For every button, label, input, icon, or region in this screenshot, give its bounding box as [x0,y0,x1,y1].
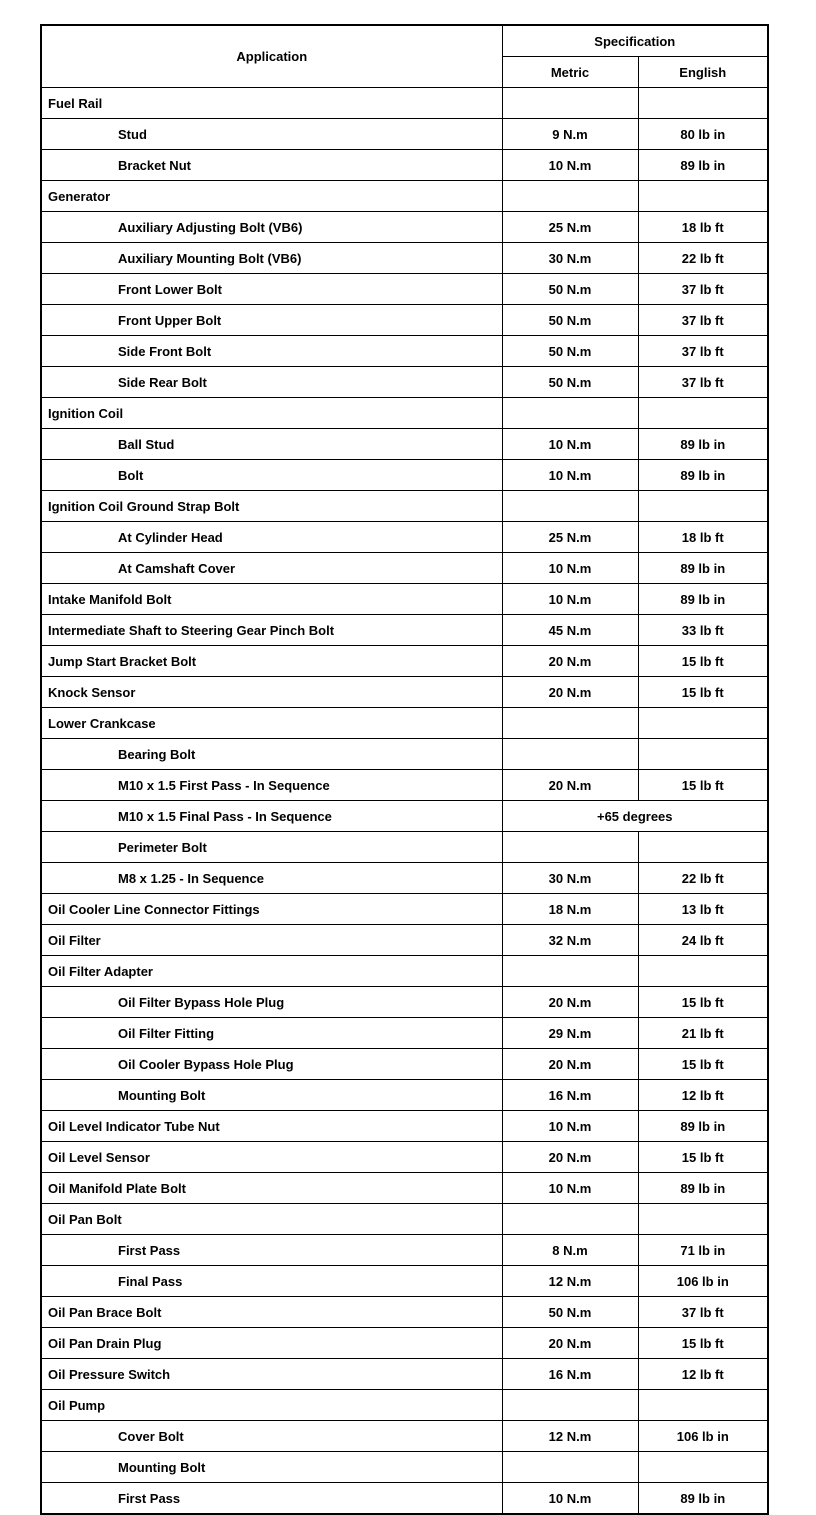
table-row [41,150,768,181]
cell-application: Oil Filter Fitting [41,1018,502,1049]
table-header-row-1 [41,25,768,57]
cell-metric: 20 N.m [502,1049,638,1080]
cell-english [638,708,768,739]
cell-metric [502,1390,638,1421]
cell-application: Stud [41,119,502,150]
table-row [41,1080,768,1111]
column-header-english: English [638,57,768,88]
cell-english: 21 lb ft [638,1018,768,1049]
cell-english [638,1204,768,1235]
table-row [41,1359,768,1390]
cell-application: Side Front Bolt [41,336,502,367]
cell-english: 15 lb ft [638,1328,768,1359]
cell-english: 15 lb ft [638,770,768,801]
cell-application: Cover Bolt [41,1421,502,1452]
cell-metric: 30 N.m [502,243,638,274]
cell-english: 18 lb ft [638,522,768,553]
table-row [41,739,768,770]
cell-english: 37 lb ft [638,1297,768,1328]
cell-metric: 10 N.m [502,584,638,615]
cell-metric: 8 N.m [502,1235,638,1266]
cell-metric: 20 N.m [502,770,638,801]
column-header-application: Application [41,25,502,88]
table-row [41,1297,768,1328]
cell-english [638,491,768,522]
cell-metric: 32 N.m [502,925,638,956]
cell-english: 37 lb ft [638,336,768,367]
cell-metric: 50 N.m [502,1297,638,1328]
cell-english: 37 lb ft [638,274,768,305]
cell-english [638,88,768,119]
table-row [41,1049,768,1080]
table-row [41,212,768,243]
cell-english: 13 lb ft [638,894,768,925]
cell-application: Ball Stud [41,429,502,460]
cell-metric: 16 N.m [502,1359,638,1390]
cell-english: 15 lb ft [638,1049,768,1080]
cell-english: 22 lb ft [638,243,768,274]
cell-metric: 25 N.m [502,522,638,553]
torque-specification-table [40,24,769,1515]
cell-metric [502,739,638,770]
torque-specification-table-wrapper [40,24,767,1515]
table-row [41,1204,768,1235]
cell-metric [502,832,638,863]
table-row [41,1111,768,1142]
table-row [41,398,768,429]
cell-metric: 18 N.m [502,894,638,925]
cell-metric [502,491,638,522]
cell-metric: 10 N.m [502,429,638,460]
cell-application: Bearing Bolt [41,739,502,770]
cell-metric: 30 N.m [502,863,638,894]
table-row [41,1142,768,1173]
cell-english: 89 lb in [638,1483,768,1515]
cell-english: 106 lb in [638,1421,768,1452]
cell-application: Perimeter Bolt [41,832,502,863]
table-row [41,1452,768,1483]
cell-application: Oil Manifold Plate Bolt [41,1173,502,1204]
table-row [41,956,768,987]
cell-metric: 9 N.m [502,119,638,150]
cell-metric: 20 N.m [502,1328,638,1359]
table-row [41,1235,768,1266]
cell-english: 89 lb in [638,460,768,491]
cell-english: 12 lb ft [638,1080,768,1111]
cell-application: Oil Pan Drain Plug [41,1328,502,1359]
cell-application: Oil Pump [41,1390,502,1421]
cell-metric: 10 N.m [502,460,638,491]
cell-english: 22 lb ft [638,863,768,894]
table-row [41,832,768,863]
cell-application: Intake Manifold Bolt [41,584,502,615]
cell-application: Oil Cooler Bypass Hole Plug [41,1049,502,1080]
table-row [41,336,768,367]
table-row [41,708,768,739]
cell-metric: 20 N.m [502,646,638,677]
cell-metric [502,956,638,987]
cell-application: Oil Filter Bypass Hole Plug [41,987,502,1018]
cell-english: 15 lb ft [638,646,768,677]
cell-application: Side Rear Bolt [41,367,502,398]
cell-application: Mounting Bolt [41,1452,502,1483]
cell-application: Final Pass [41,1266,502,1297]
cell-metric: 20 N.m [502,987,638,1018]
table-row [41,646,768,677]
table-row [41,615,768,646]
cell-metric: 16 N.m [502,1080,638,1111]
table-row [41,305,768,336]
cell-application: M10 x 1.5 Final Pass - In Sequence [41,801,502,832]
cell-specification-combined: +65 degrees [502,801,768,832]
table-row [41,88,768,119]
cell-english: 33 lb ft [638,615,768,646]
cell-application: Auxiliary Mounting Bolt (VB6) [41,243,502,274]
table-row [41,584,768,615]
cell-english: 18 lb ft [638,212,768,243]
cell-application: First Pass [41,1483,502,1515]
cell-metric: 10 N.m [502,150,638,181]
table-row [41,1266,768,1297]
table-row [41,1421,768,1452]
table-row [41,553,768,584]
cell-application: Oil Level Indicator Tube Nut [41,1111,502,1142]
cell-application: Front Upper Bolt [41,305,502,336]
cell-metric: 12 N.m [502,1421,638,1452]
cell-english [638,739,768,770]
cell-metric [502,1452,638,1483]
cell-application: Knock Sensor [41,677,502,708]
table-row [41,522,768,553]
cell-application: Oil Cooler Line Connector Fittings [41,894,502,925]
cell-application: At Camshaft Cover [41,553,502,584]
cell-metric [502,398,638,429]
table-row [41,987,768,1018]
cell-english: 15 lb ft [638,1142,768,1173]
cell-application: Lower Crankcase [41,708,502,739]
cell-application: Oil Pressure Switch [41,1359,502,1390]
cell-application: Mounting Bolt [41,1080,502,1111]
cell-metric: 25 N.m [502,212,638,243]
table-row [41,677,768,708]
cell-metric: 10 N.m [502,1173,638,1204]
cell-english: 71 lb in [638,1235,768,1266]
table-row [41,429,768,460]
cell-application: Jump Start Bracket Bolt [41,646,502,677]
cell-english: 89 lb in [638,150,768,181]
cell-application: M10 x 1.5 First Pass - In Sequence [41,770,502,801]
column-header-specification: Specification [502,25,768,57]
table-row [41,1390,768,1421]
table-body [41,88,768,1515]
table-row [41,1483,768,1515]
table-row [41,770,768,801]
table-row [41,1173,768,1204]
table-row [41,274,768,305]
cell-metric: 29 N.m [502,1018,638,1049]
cell-application: Generator [41,181,502,212]
cell-application: Oil Level Sensor [41,1142,502,1173]
cell-application: Intermediate Shaft to Steering Gear Pinch Bolt [41,615,502,646]
cell-english [638,956,768,987]
cell-english: 106 lb in [638,1266,768,1297]
cell-metric: 20 N.m [502,677,638,708]
cell-application: Bracket Nut [41,150,502,181]
cell-metric [502,708,638,739]
cell-application: Bolt [41,460,502,491]
cell-application: Oil Pan Bolt [41,1204,502,1235]
table-header [41,25,768,88]
table-row [41,1328,768,1359]
cell-english [638,181,768,212]
cell-english: 37 lb ft [638,305,768,336]
cell-metric: 50 N.m [502,305,638,336]
cell-english: 15 lb ft [638,987,768,1018]
cell-application: Auxiliary Adjusting Bolt (VB6) [41,212,502,243]
cell-english [638,1390,768,1421]
cell-metric: 50 N.m [502,336,638,367]
cell-application: At Cylinder Head [41,522,502,553]
cell-application: Front Lower Bolt [41,274,502,305]
cell-metric: 10 N.m [502,1483,638,1515]
cell-english: 24 lb ft [638,925,768,956]
cell-english: 89 lb in [638,553,768,584]
cell-english: 89 lb in [638,1173,768,1204]
cell-metric: 10 N.m [502,553,638,584]
cell-metric [502,88,638,119]
table-row [41,367,768,398]
cell-application: Fuel Rail [41,88,502,119]
cell-english: 12 lb ft [638,1359,768,1390]
cell-application: First Pass [41,1235,502,1266]
cell-english [638,832,768,863]
cell-metric: 20 N.m [502,1142,638,1173]
table-row [41,863,768,894]
cell-metric: 50 N.m [502,367,638,398]
table-row [41,801,768,832]
table-row [41,894,768,925]
cell-english [638,398,768,429]
table-row [41,491,768,522]
table-row [41,181,768,212]
cell-metric: 50 N.m [502,274,638,305]
cell-english: 89 lb in [638,1111,768,1142]
cell-application: Oil Pan Brace Bolt [41,1297,502,1328]
cell-application: Ignition Coil Ground Strap Bolt [41,491,502,522]
cell-english: 89 lb in [638,584,768,615]
cell-application: Oil Filter Adapter [41,956,502,987]
table-row [41,243,768,274]
table-row [41,460,768,491]
table-row [41,925,768,956]
table-row [41,1018,768,1049]
cell-metric [502,181,638,212]
cell-metric [502,1204,638,1235]
cell-english: 89 lb in [638,429,768,460]
cell-application: M8 x 1.25 - In Sequence [41,863,502,894]
cell-english: 80 lb in [638,119,768,150]
cell-english [638,1452,768,1483]
cell-metric: 10 N.m [502,1111,638,1142]
column-header-metric: Metric [502,57,638,88]
cell-english: 15 lb ft [638,677,768,708]
cell-metric: 45 N.m [502,615,638,646]
table-row [41,119,768,150]
cell-english: 37 lb ft [638,367,768,398]
cell-metric: 12 N.m [502,1266,638,1297]
cell-application: Ignition Coil [41,398,502,429]
cell-application: Oil Filter [41,925,502,956]
